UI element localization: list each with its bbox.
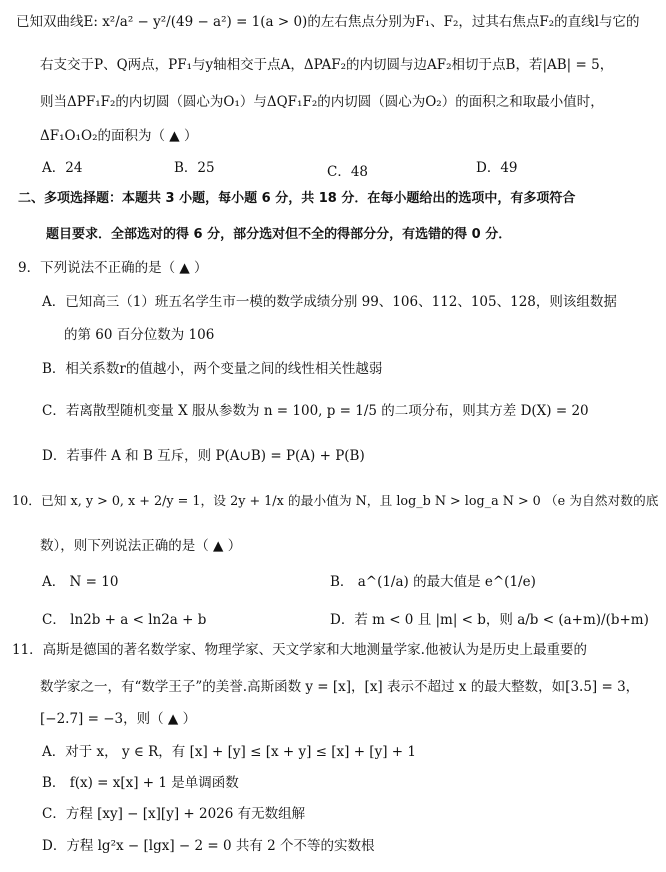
q9-option-a-line2: 的第 60 百分位数为 106 (64, 327, 215, 343)
q8-option-b: B．25 (174, 160, 215, 176)
section2-heading-line1: 二、多项选择题：本题共 3 小题，每小题 6 分，共 18 分．在每小题给出的选项中，有多项符合 (18, 191, 576, 206)
q9-option-b: B．相关系数r的值越小，两个变量之间的线性相关性越弱 (42, 361, 383, 377)
q11-option-b: B． f(x) = x[x] + 1 是单调函数 (42, 775, 239, 791)
q10-line2: 数），则下列说法正确的是（ ▲ ） (40, 538, 242, 554)
q9-option-c: C．若离散型随机变量 X 服从参数为 n = 100, p = 1/5 的二项分布，则其方差 D(X) = 20 (42, 403, 589, 419)
q11-line3: [−2.7] = −3，则（ ▲ ） (40, 711, 197, 727)
q8-option-c: C．48 (327, 164, 369, 180)
q10-option-d: D．若 m < 0 且 |m| < b，则 a/b < (a+m)/(b+m) (330, 612, 649, 628)
q11-option-c: C．方程 [xy] − [x][y] + 2026 有无数组解 (42, 806, 306, 822)
q11-option-d: D．方程 lg²x − [lgx] − 2 = 0 共有 2 个不等的实数根 (42, 838, 375, 854)
q8-line1: 已知双曲线E: x²/a² − y²/(49 − a²) = 1(a > 0)的左右焦点分别为F₁、F₂，过其右焦点F₂的直线l与它的 (16, 14, 640, 30)
q8-line4: ΔF₁O₁O₂的面积为（ ▲ ） (40, 128, 198, 144)
q9-stem: 9．下列说法不正确的是（ ▲ ） (18, 260, 208, 276)
q10-option-c: C． ln2b + a < ln2a + b (42, 612, 207, 628)
q10-line1: 10．已知 x, y > 0, x + 2/y = 1，设 2y + 1/x 的最小值为 N，且 log_b N > log_a N > 0 （e 为自然对数的底 (12, 494, 659, 509)
q11-line2: 数学家之一，有“数学王子”的美誉.高斯函数 y = [x]，[x] 表示不超过 x 的最大整数，如[3.5] = 3， (40, 679, 640, 695)
q8-line2: 右支交于P、Q两点，PF₁与y轴相交于点A，ΔPAF₂的内切圆与边AF₂相切于点B，若|AB| = 5， (40, 57, 614, 73)
q9-option-a-line1: A．已知高三（1）班五名学生市一模的数学成绩分别 99、106、112、105、128，则该组数据 (42, 294, 617, 310)
q9-option-d: D．若事件 A 和 B 互斥，则 P(A∪B) = P(A) + P(B) (42, 448, 365, 464)
q8-option-d: D．49 (476, 160, 518, 176)
q10-option-b: B． a^(1/a) 的最大值是 e^(1/e) (330, 574, 536, 590)
q11-line1: 11．高斯是德国的著名数学家、物理学家、天文学家和大地测量学家.他被认为是历史上最重要的 (12, 642, 587, 658)
section2-heading-line2: 题目要求．全部选对的得 6 分，部分选对但不全的得部分分，有选错的得 0 分． (46, 227, 512, 242)
q8-line3: 则当ΔPF₁F₂的内切圆（圆心为O₁）与ΔQF₁F₂的内切圆（圆心为O₂）的面积之和取最小值时， (40, 94, 604, 110)
q8-option-a: A．24 (42, 160, 83, 176)
q10-option-a: A． N = 10 (42, 574, 119, 590)
q11-option-a: A．对于 x， y ∈ R，有 [x] + [y] ≤ [x + y] ≤ [x] + [y] + 1 (42, 744, 416, 760)
